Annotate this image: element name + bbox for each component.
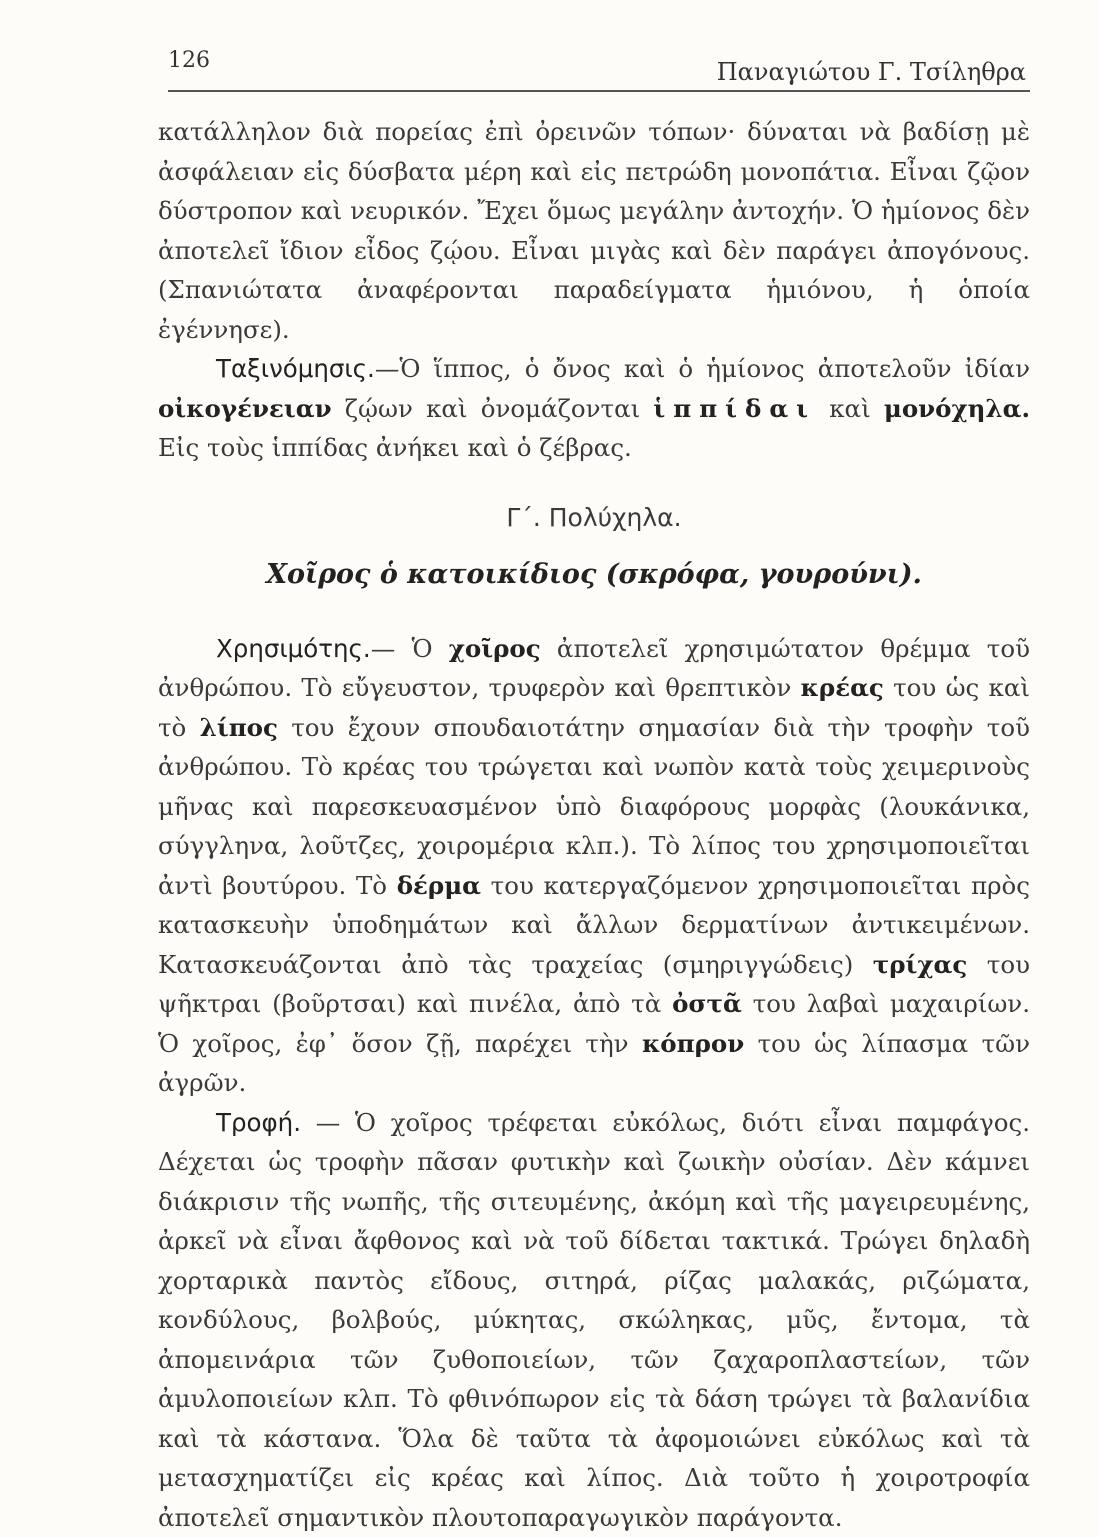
page-header (168, 44, 1030, 92)
usefulness-paragraph (158, 629, 1030, 1103)
term-hair: τρίχας (873, 950, 968, 979)
body-text (158, 112, 1030, 1537)
page-number: 126 (168, 48, 210, 73)
text-span: του λαβαὶ μαχαιρίων. Ὁ χοῖρος, ἐφ᾽ ὅσον ζῇ, παρέχει τὴν (158, 989, 1030, 1058)
food-label: Τροφή. (216, 1108, 301, 1137)
running-head: Παναγιώτου Γ. Τσίληθρα (717, 58, 1026, 86)
text-span: του ἔχουν σπουδαιοτάτην σημασίαν διὰ τὴν τροφὴν τοῦ ἀνθρώπου. Τὸ κρέας του τρώγεται καὶ νωπὸν κατὰ τοὺς χειμερινοὺς μῆνας καὶ παρεσκευασμένον ὑπὸ διαφόρους μορφὰς (λουκάνικα, σύγγληνα, λοῦτζες, χοιρομέρια κλπ.). Τὸ λίπος του χρησιμοποιεῖται ἀντὶ βουτύρου. Τὸ (158, 713, 1030, 900)
intro-paragraph: κατάλληλον διὰ πορείας ἐπὶ ὀρεινῶν τόπων· δύναται νὰ βαδίσῃ μὲ ἀσφάλειαν εἰς δύσβατα μέρη καὶ εἰς πετρώδη μονοπάτια. Εἶναι ζῷον δύστροπον καὶ νευρικόν. Ἔχει ὅμως μεγάλην ἀντοχήν. Ὁ ἡμίονος δὲν ἀποτελεῖ ἴδιον εἶδος ζῴου. Εἶναι μιγὰς καὶ δὲν παράγει ἀπογόνους. (Σπανιώτατα ἀναφέρονται παραδείγματα ἡμιόνου, ἡ ὁποία ἐγέννησε). (158, 112, 1030, 349)
text-span: καὶ (816, 394, 884, 423)
term-skin: δέρμα (397, 871, 481, 900)
term-monochela: μονόχηλα. (884, 394, 1030, 423)
usefulness-label: Χρησιμότης. (216, 634, 371, 663)
text-span: — Ὁ χοῖρος τρέφεται εὐκόλως, διότι εἶναι παμφάγος. Δέχεται ὡς τροφὴν πᾶσαν φυτικὴν καὶ ζωικὴν οὐσίαν. Δὲν κάμνει διάκρισιν τῆς νωπῆς, τῆς σιτευμένης, ἀκόμη καὶ τῆς μαγειρευμένης, ἀρκεῖ νὰ εἶναι ἄφθονος καὶ νὰ τοῦ δίδεται τακτικά. Τρώγει δηλαδὴ χορταρικὰ παντὸς εἴδους, σιτηρά, ρίζας μαλακάς, ριζώματα, κονδύλους, βολβούς, μύκητας, σκώληκας, μῦς, ἔντομα, τὰ ἀπομεινάρια τῶν ζυθοποιείων, τῶν ζαχαροπλαστείων, τῶν ἀμυλοποιείων κλπ. Τὸ φθινόπωρον εἰς τὰ δάση τρώγει τὰ βαλανίδια καὶ τὰ κάστανα. Ὅλα δὲ ταῦτα τὰ ἀφομοιώνει εὐκόλως καὶ τὰ μετασχηματίζει εἰς κρέας καὶ λίπος. Διὰ τοῦτο ἡ χοιροτροφία ἀποτελεῖ σημαντικὸν πλουτοπαραγωγικὸν παράγοντα. (158, 1108, 1030, 1532)
term-pig: χοῖρος (449, 634, 541, 663)
classification-paragraph (158, 349, 1030, 468)
section-subheading: Χοῖρος ὁ κατοικίδιος (σκρόφα, γουρούνι). (158, 555, 1030, 595)
text-span: του ὡς καὶ τὸ (158, 673, 1030, 742)
term-family: οἰκογένειαν (158, 394, 332, 423)
term-manure: κόπρον (642, 1029, 744, 1058)
text-span: ἀποτελεῖ χρησιμώτατον θρέμμα τοῦ ἀνθρώπου. Τὸ εὔγευστον, τρυφερὸν καὶ θρεπτικὸν (158, 634, 1030, 703)
text-span: του ψῆκτραι (βοῦρτσαι) καὶ πινέλα, ἀπὸ τὰ (158, 950, 1030, 1019)
food-paragraph (158, 1103, 1030, 1537)
section-heading: Γ΄. Πολύχηλα. (158, 498, 1030, 538)
text-span: —Ὁ ἵππος, ὁ ὄνος καὶ ὁ ἡμίονος ἀποτελοῦν ἰδίαν (375, 354, 1030, 383)
term-fat: λίπος (200, 713, 278, 742)
term-bones: ὀστᾶ (672, 989, 742, 1018)
classification-label: Ταξινόμησις. (216, 354, 375, 383)
text-span: — Ὁ (371, 634, 449, 663)
text-span: του ὡς λίπασμα τῶν ἀγρῶν. (158, 1029, 1030, 1098)
term-meat: κρέας (801, 673, 884, 702)
text-span: του κατεργαζόμενον χρησιμοποιεῖται πρὸς κατασκευὴν ὑποδημάτων καὶ ἄλλων δερματίνων ἀντικειμένων. Κατασκευάζονται ἀπὸ τὰς τραχείας (σμηριγγώδεις) (158, 871, 1030, 979)
text-span: ζῴων καὶ ὀνομάζονται (332, 394, 654, 423)
text-span: Εἰς τοὺς ἱππίδας ἀνήκει καὶ ὁ ζέβρας. (158, 433, 632, 462)
term-hippidae: ἱππίδαι (653, 394, 816, 423)
